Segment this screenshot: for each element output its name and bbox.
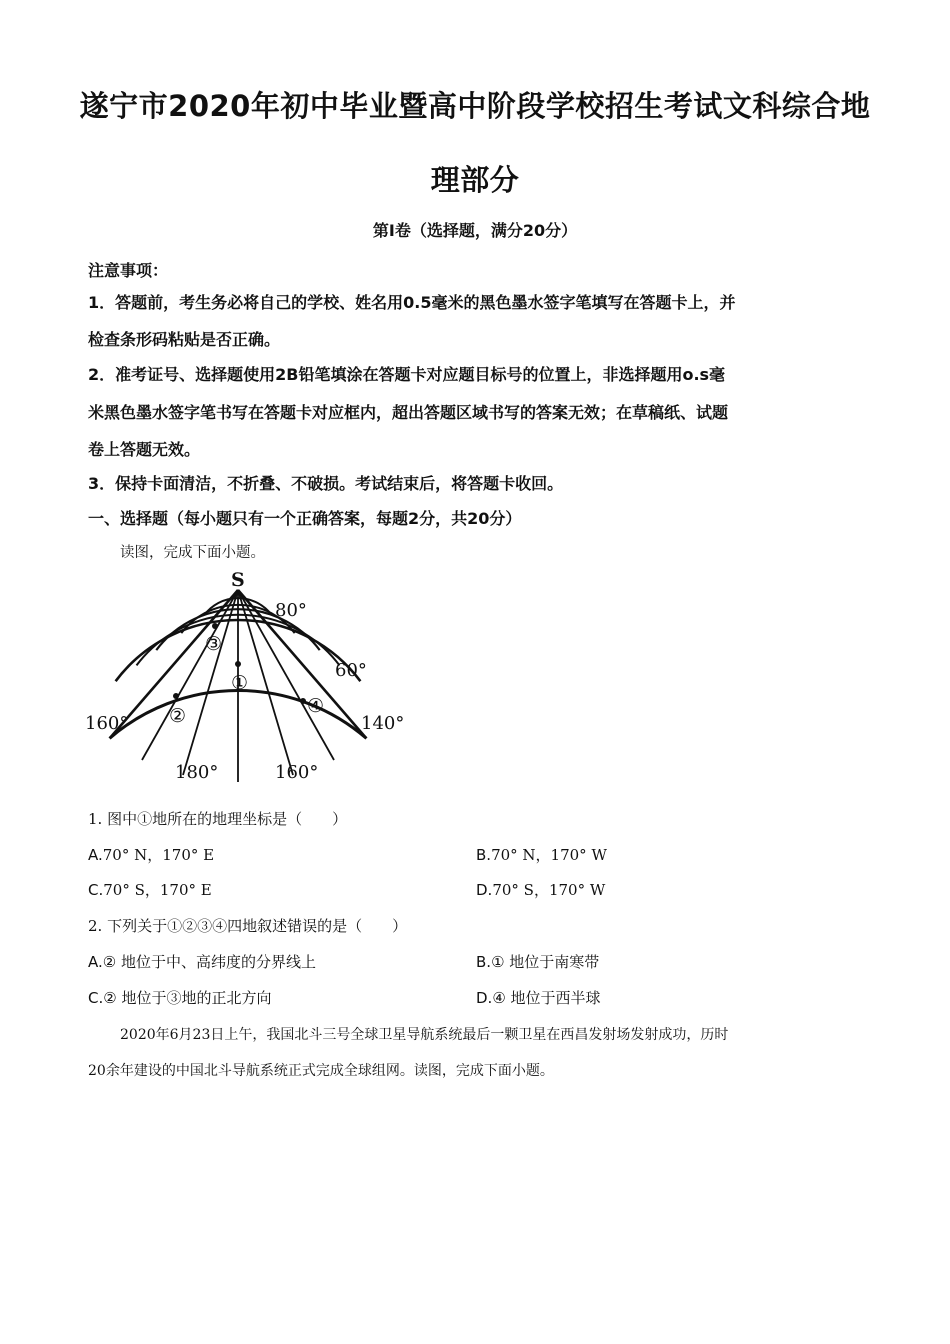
- latitude-label: 80°: [275, 600, 307, 621]
- question-1-stem: 1. 图中①地所在的地理坐标是（ ）: [88, 810, 348, 828]
- point-dot: [300, 698, 306, 704]
- part-one-title: 一、选择题（每小题只有一个正确答案，每题2分，共20分）: [88, 509, 522, 528]
- q2-option-d: [476, 987, 601, 1008]
- option-text: ② 地位于中、高纬度的分界线上: [102, 953, 316, 971]
- point-label-2: ②: [169, 705, 187, 727]
- option-text: 70° S，170° W: [492, 881, 606, 899]
- question-2-stem: 2. 下列关于①②③④四地叙述错误的是（ ）: [88, 917, 408, 935]
- point-dot: [212, 623, 218, 629]
- notice-line: 2．准考证号、选择题使用2B铅笔填涂在答题卡对应题目标号的位置上，非选择题用o.s毫: [88, 365, 726, 384]
- option-text: 70° S，170° E: [103, 881, 212, 899]
- option-text: ② 地位于③地的正北方向: [103, 989, 272, 1007]
- q1-option-a: [88, 844, 214, 865]
- notice-line: 3．保持卡面清洁，不折叠、不破损。考试结束后，将答题卡收回。: [88, 474, 564, 493]
- option-letter: B.: [476, 953, 492, 971]
- option-text: ④ 地位于西半球: [492, 989, 601, 1007]
- point-label-4: ④: [307, 695, 325, 717]
- point-dot: [235, 661, 241, 667]
- option-letter: C.: [88, 989, 104, 1007]
- notice-line: 米黑色墨水签字笔书写在答题卡对应框内，超出答题区域书写的答案无效；在草稿纸、试题: [88, 403, 729, 422]
- point-label-3: ③: [205, 633, 223, 655]
- option-letter: D.: [476, 881, 493, 899]
- option-letter: B.: [476, 846, 492, 864]
- notice-line: 卷上答题无效。: [88, 440, 201, 459]
- option-text: 70° N，170° E: [102, 846, 215, 864]
- page-title-line-2: 理部分: [430, 163, 520, 197]
- q1-option-c: [88, 879, 212, 900]
- polar-map-figure: [85, 568, 415, 782]
- q1-option-b: [476, 844, 607, 865]
- option-text: 70° N，170° W: [491, 846, 607, 864]
- pole-label: S: [231, 569, 245, 591]
- meridian-line: [142, 590, 238, 760]
- q1-option-d: [476, 879, 605, 900]
- intro2-line-1: 2020年6月23日上午，我国北斗三号全球卫星导航系统最后一颗卫星在西昌发射场发射成功，历时: [120, 1027, 729, 1043]
- q2-option-a: [88, 951, 316, 972]
- latitude-label: 60°: [335, 660, 367, 681]
- longitude-label: 140°: [361, 713, 405, 734]
- option-letter: D.: [476, 989, 493, 1007]
- option-text: ① 地位于南寒带: [491, 953, 600, 971]
- point-dot: [173, 693, 179, 699]
- option-letter: A.: [88, 953, 103, 971]
- q2-option-c: [88, 987, 271, 1008]
- point-label-1: ①: [231, 672, 249, 694]
- option-letter: A.: [88, 846, 103, 864]
- intro-text: 读图，完成下面小题。: [120, 545, 265, 561]
- section-title: 第Ⅰ卷（选择题，满分20分）: [372, 221, 578, 240]
- notice-heading: 注意事项：: [88, 261, 169, 280]
- intro2-line-2: 20余年建设的中国北斗导航系统正式完成全球组网。读图，完成下面小题。: [88, 1063, 554, 1079]
- longitude-label: 180°: [175, 762, 219, 782]
- option-letter: C.: [88, 881, 104, 899]
- notice-line: 1．答题前，考生务必将自己的学校、姓名用0.5毫米的黑色墨水签字笔填写在答题卡上，并: [88, 293, 736, 312]
- notice-line: 检查条形码粘贴是否正确。: [88, 330, 281, 349]
- q2-option-b: [476, 951, 599, 972]
- page-title-line-1: 遂宁市2020年初中毕业暨高中阶段学校招生考试文科综合地: [79, 89, 871, 123]
- longitude-label: 160°: [85, 713, 129, 734]
- longitude-label: 160°: [275, 762, 319, 782]
